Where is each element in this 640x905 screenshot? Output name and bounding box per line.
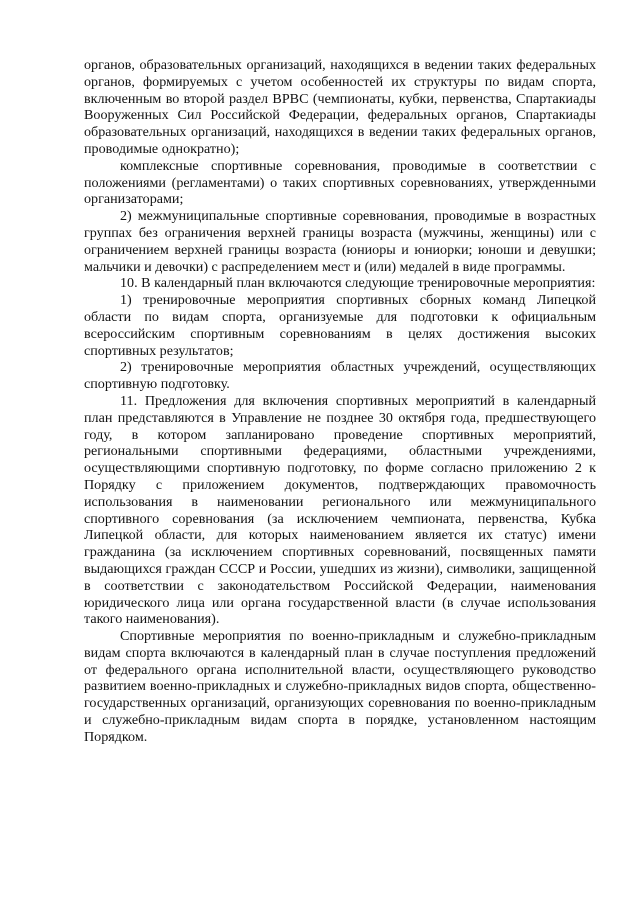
document-body [84, 57, 596, 746]
paragraph-4: 10. В календарный план включаются следующие тренировочные мероприятия: [120, 275, 596, 292]
paragraph-2: комплексные спортивные соревнования, проводимые в соответствии с положениями (регламентами) о таких спортивных соревнованиях, утвержденными организаторами; [84, 157, 596, 208]
paragraph-8: Спортивные мероприятия по военно-прикладным и служебно-прикладным видам спорта включаются в календарный план в случае поступления предложений от федерального органа исполнительной власти, осуществляющего руководство развитием военно-прикладных и служебно-прикладных видов спорта, общественно-государственных организаций, организующих соревнования по военно-прикладным и служебно-прикладным видам спорта в порядке, установленном настоящим Порядком. [84, 628, 596, 745]
paragraph-1: органов, образовательных организаций, находящихся в ведении таких федеральных органов, формируемых с учетом особенностей их структуры по видам спорта, включенным во второй раздел ВРВС (чемпионаты, кубки, первенства, Спартакиады Вооруженных Сил Российской Федерации, федеральных органов, Спартакиады образовательных организаций, находящихся в ведении таких федеральных органов, проводимые однократно); [84, 57, 596, 157]
paragraph-7: 11. Предложения для включения спортивных мероприятий в календарный план представляются в Управление не позднее 30 октября года, предшествующего году, в котором запланировано проведение спортивных мероприятий, региональными спортивными федерациями, областными учреждениями, осуществляющими спортивную подготовку, по форме согласно приложению 2 к Порядку с приложением документов, подтверждающих правомочность использования в наименовании регионального или межмуниципального спортивного соревнования (за исключением чемпионата, первенства, Кубка Липецкой области, для которых наименованием является их статус) имени гражданина (за исключением спортивных соревнований, посвященных памяти выдающихся граждан СССР и России, ушедших из жизни), символики, защищенной в соответствии с законодательством Российской Федерации, наименования юридического лица или органа государственной власти (в случае использования такого наименования). [84, 392, 596, 628]
paragraph-3: 2) межмуниципальные спортивные соревнования, проводимые в возрастных группах без ограничения верхней границы возраста (мужчины, женщины) или с ограничением верхней границы возраста (юниоры и юниорки; юноши и девушки; мальчики и девочки) с распределением мест и (или) медалей в виде программы. [84, 208, 596, 275]
paragraph-5: 1) тренировочные мероприятия спортивных сборных команд Липецкой области по видам спорта, организуемые для подготовки к официальным всероссийским спортивным соревнованиям в целях достижения высоких спортивных результатов; [84, 292, 596, 359]
paragraph-6: 2) тренировочные мероприятия областных учреждений, осуществляющих спортивную подготовку. [84, 359, 596, 393]
